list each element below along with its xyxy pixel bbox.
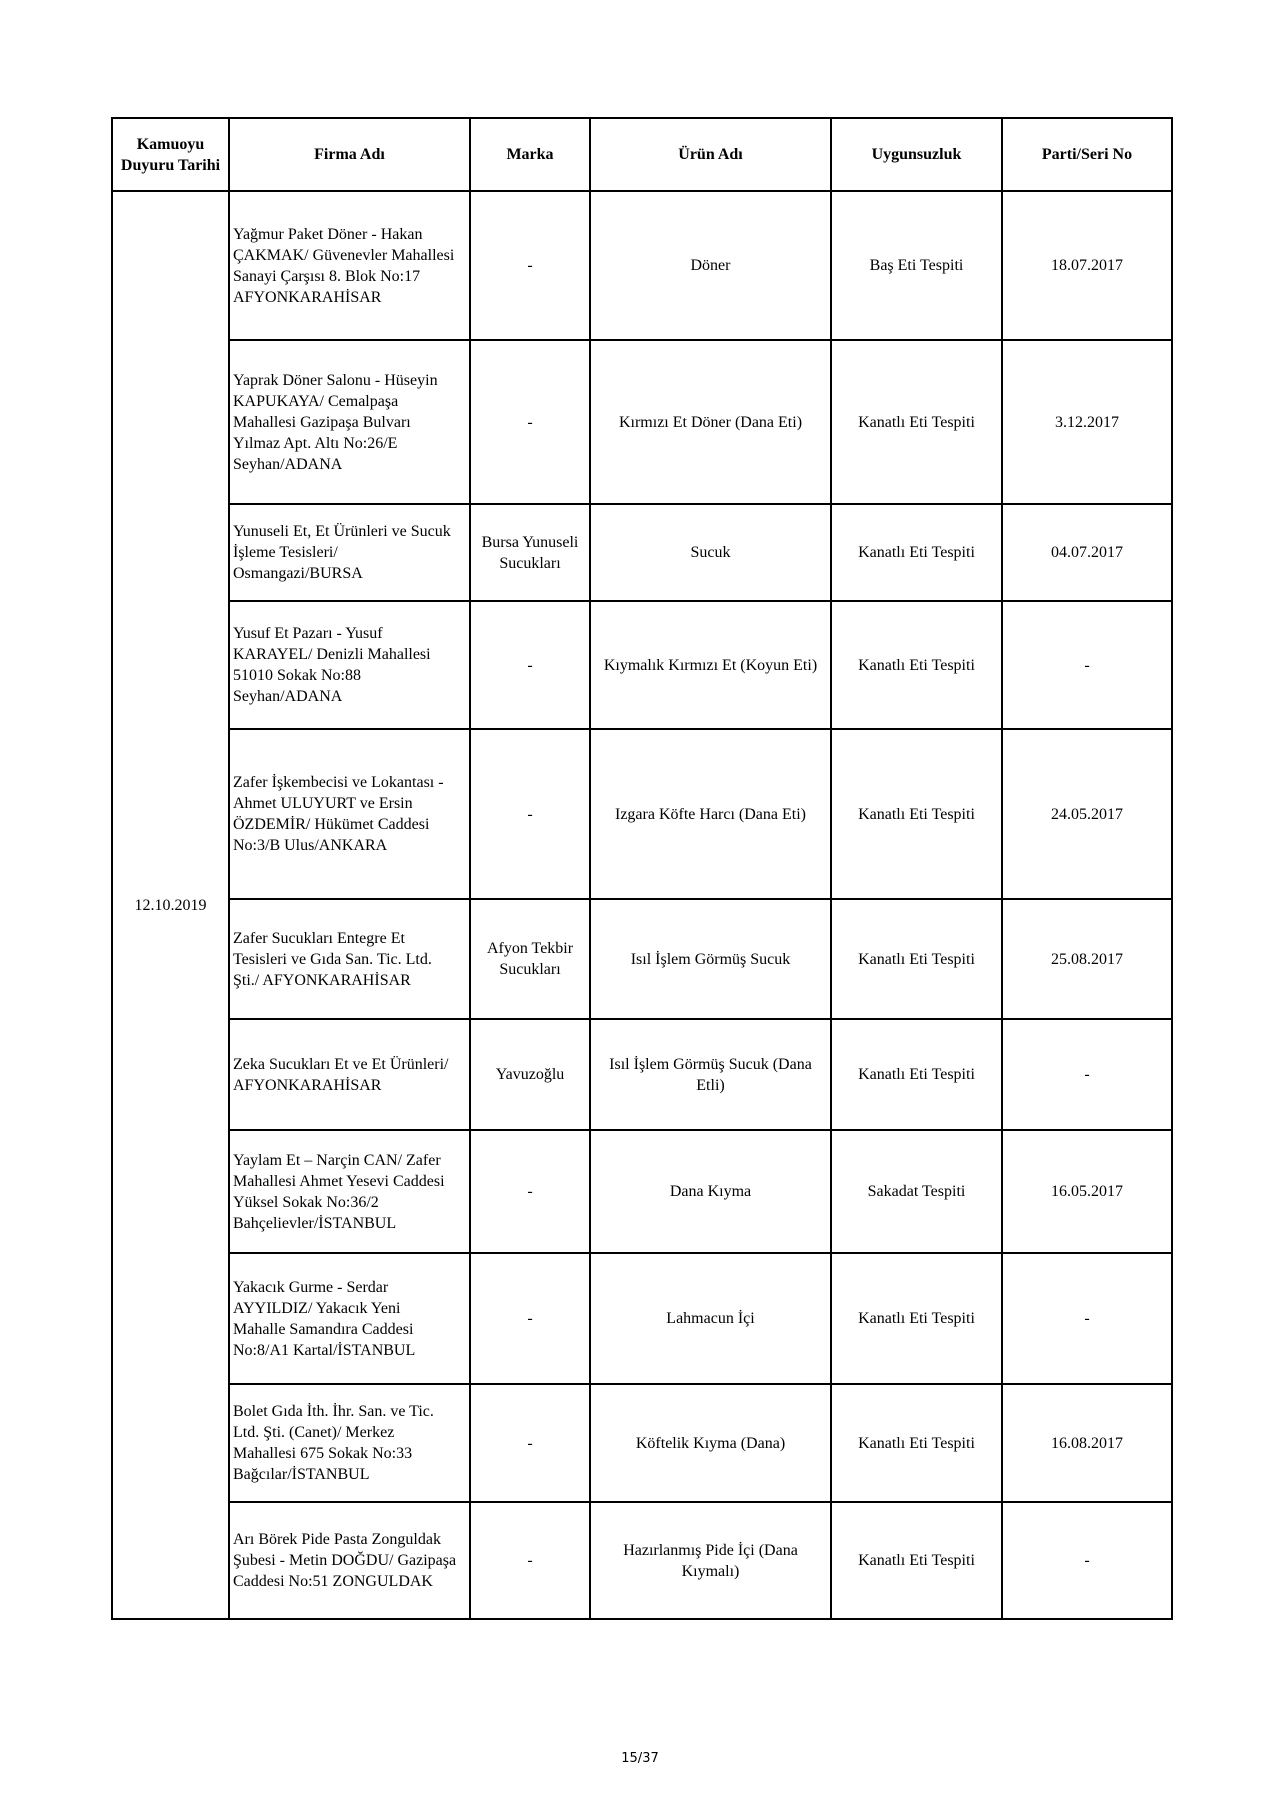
firm-name-cell: Yaylam Et – Narçin CAN/ Zafer Mahallesi Ahmet Yesevi Caddesi Yüksel Sokak No:36/2 Bahçelievler/İSTANBUL bbox=[229, 1130, 470, 1253]
header-batch-number: Parti/Seri No bbox=[1002, 118, 1172, 191]
product-name-cell: Izgara Köfte Harcı (Dana Eti) bbox=[590, 729, 831, 899]
header-announcement-date: Kamuoyu Duyuru Tarihi bbox=[112, 118, 229, 191]
product-name-cell: Dana Kıyma bbox=[590, 1130, 831, 1253]
table-row bbox=[112, 1019, 1172, 1130]
announcement-date-cell: 12.10.2019 bbox=[112, 191, 229, 1619]
batch-number-cell: - bbox=[1002, 601, 1172, 729]
brand-cell: - bbox=[470, 1130, 590, 1253]
product-name-cell: Lahmacun İçi bbox=[590, 1253, 831, 1384]
product-name-cell: Isıl İşlem Görmüş Sucuk (Dana Etli) bbox=[590, 1019, 831, 1130]
firm-name-cell: Yunuseli Et, Et Ürünleri ve Sucuk İşleme Tesisleri/ Osmangazi/BURSA bbox=[229, 504, 470, 601]
nonconformity-cell: Kanatlı Eti Tespiti bbox=[831, 1019, 1002, 1130]
nonconformity-cell: Kanatlı Eti Tespiti bbox=[831, 729, 1002, 899]
table-row bbox=[112, 340, 1172, 504]
nonconformity-cell: Kanatlı Eti Tespiti bbox=[831, 340, 1002, 504]
page-number: 15/37 bbox=[621, 1751, 659, 1766]
firm-name-cell: Zafer İşkembecisi ve Lokantası - Ahmet ULUYURT ve Ersin ÖZDEMİR/ Hükümet Caddesi No:3/B Ulus/ANKARA bbox=[229, 729, 470, 899]
product-name-cell: Kırmızı Et Döner (Dana Eti) bbox=[590, 340, 831, 504]
firm-name-cell: Bolet Gıda İth. İhr. San. ve Tic. Ltd. Şti. (Canet)/ Merkez Mahallesi 675 Sokak No:33 Bağcılar/İSTANBUL bbox=[229, 1384, 470, 1502]
firm-name-cell: Yaprak Döner Salonu - Hüseyin KAPUKAYA/ Cemalpaşa Mahallesi Gazipaşa Bulvarı Yılmaz Apt. Altı No:26/E Seyhan/ADANA bbox=[229, 340, 470, 504]
product-name-cell: Isıl İşlem Görmüş Sucuk bbox=[590, 899, 831, 1019]
brand-cell: - bbox=[470, 1502, 590, 1619]
table-row bbox=[112, 1502, 1172, 1619]
brand-cell: - bbox=[470, 340, 590, 504]
nonconformity-cell: Kanatlı Eti Tespiti bbox=[831, 1502, 1002, 1619]
table-row bbox=[112, 1384, 1172, 1502]
batch-number-cell: - bbox=[1002, 1502, 1172, 1619]
nonconformity-cell: Baş Eti Tespiti bbox=[831, 191, 1002, 340]
brand-cell: Yavuzoğlu bbox=[470, 1019, 590, 1130]
nonconformity-cell: Kanatlı Eti Tespiti bbox=[831, 1384, 1002, 1502]
nonconformity-cell: Sakadat Tespiti bbox=[831, 1130, 1002, 1253]
header-brand: Marka bbox=[470, 118, 590, 191]
table-row bbox=[112, 504, 1172, 601]
batch-number-cell: - bbox=[1002, 1019, 1172, 1130]
table-row bbox=[112, 729, 1172, 899]
firm-name-cell: Arı Börek Pide Pasta Zonguldak Şubesi - Metin DOĞDU/ Gazipaşa Caddesi No:51 ZONGULDAK bbox=[229, 1502, 470, 1619]
brand-cell: - bbox=[470, 191, 590, 340]
table-row bbox=[112, 1130, 1172, 1253]
table-row bbox=[112, 601, 1172, 729]
product-name-cell: Sucuk bbox=[590, 504, 831, 601]
batch-number-cell: 18.07.2017 bbox=[1002, 191, 1172, 340]
table-row bbox=[112, 899, 1172, 1019]
batch-number-cell: 25.08.2017 bbox=[1002, 899, 1172, 1019]
product-name-cell: Hazırlanmış Pide İçi (Dana Kıymalı) bbox=[590, 1502, 831, 1619]
batch-number-cell: 24.05.2017 bbox=[1002, 729, 1172, 899]
firm-name-cell: Yusuf Et Pazarı - Yusuf KARAYEL/ Denizli Mahallesi 51010 Sokak No:88 Seyhan/ADANA bbox=[229, 601, 470, 729]
brand-cell: - bbox=[470, 1384, 590, 1502]
firm-name-cell: Zeka Sucukları Et ve Et Ürünleri/ AFYONKARAHİSAR bbox=[229, 1019, 470, 1130]
brand-cell: - bbox=[470, 601, 590, 729]
table-header-row bbox=[112, 118, 1172, 191]
header-nonconformity: Uygunsuzluk bbox=[831, 118, 1002, 191]
brand-cell: - bbox=[470, 729, 590, 899]
brand-cell: Afyon Tekbir Sucukları bbox=[470, 899, 590, 1019]
product-name-cell: Döner bbox=[590, 191, 831, 340]
header-firm-name: Firma Adı bbox=[229, 118, 470, 191]
nonconformity-table bbox=[111, 117, 1173, 1620]
nonconformity-cell: Kanatlı Eti Tespiti bbox=[831, 899, 1002, 1019]
firm-name-cell: Yakacık Gurme - Serdar AYYILDIZ/ Yakacık Yeni Mahalle Samandıra Caddesi No:8/A1 Kartal/İSTANBUL bbox=[229, 1253, 470, 1384]
brand-cell: Bursa Yunuseli Sucukları bbox=[470, 504, 590, 601]
batch-number-cell: - bbox=[1002, 1253, 1172, 1384]
batch-number-cell: 04.07.2017 bbox=[1002, 504, 1172, 601]
firm-name-cell: Yağmur Paket Döner - Hakan ÇAKMAK/ Güvenevler Mahallesi Sanayi Çarşısı 8. Blok No:17 AFYONKARAHİSAR bbox=[229, 191, 470, 340]
batch-number-cell: 16.05.2017 bbox=[1002, 1130, 1172, 1253]
nonconformity-cell: Kanatlı Eti Tespiti bbox=[831, 1253, 1002, 1384]
batch-number-cell: 3.12.2017 bbox=[1002, 340, 1172, 504]
table-row bbox=[112, 1253, 1172, 1384]
header-product-name: Ürün Adı bbox=[590, 118, 831, 191]
firm-name-cell: Zafer Sucukları Entegre Et Tesisleri ve Gıda San. Tic. Ltd. Şti./ AFYONKARAHİSAR bbox=[229, 899, 470, 1019]
batch-number-cell: 16.08.2017 bbox=[1002, 1384, 1172, 1502]
brand-cell: - bbox=[470, 1253, 590, 1384]
nonconformity-cell: Kanatlı Eti Tespiti bbox=[831, 504, 1002, 601]
product-name-cell: Kıymalık Kırmızı Et (Koyun Eti) bbox=[590, 601, 831, 729]
product-name-cell: Köftelik Kıyma (Dana) bbox=[590, 1384, 831, 1502]
table-row bbox=[112, 191, 1172, 340]
nonconformity-cell: Kanatlı Eti Tespiti bbox=[831, 601, 1002, 729]
